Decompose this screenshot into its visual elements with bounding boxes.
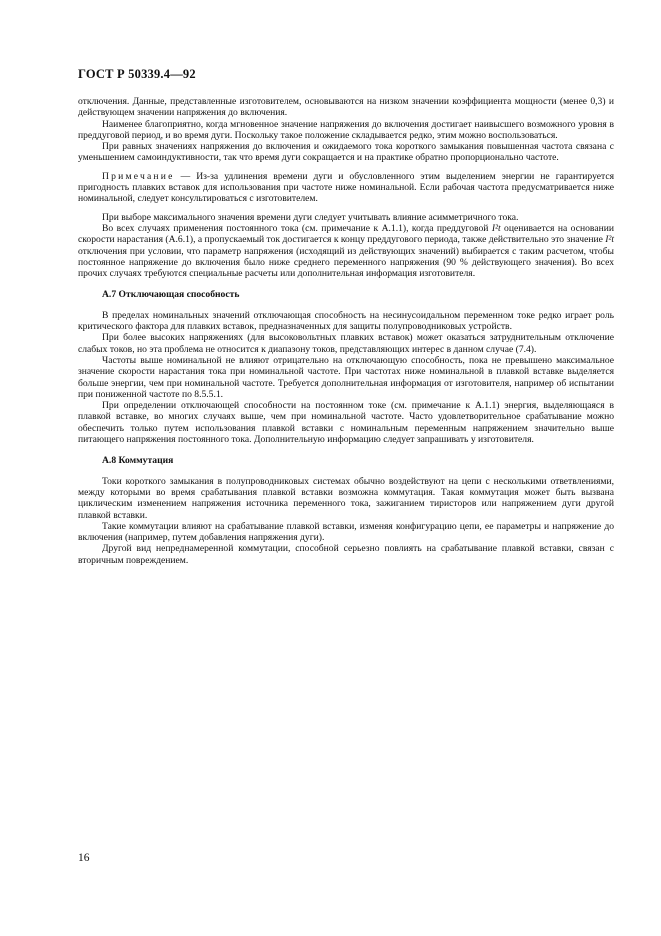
text-run: отключения при условии, что параметр напряжения (исходящий из действующих значений) выбирается с таким расчетом, чтобы постоянное напряжение до включения было ниже среднего переменного напряжения (90 % действующего значения). Во всех прочих случаях требуются специальные расчеты или дополнительная информация изготовителя.: [78, 245, 614, 280]
page-number: 16: [78, 852, 90, 864]
paragraph: В пределах номинальных значений отключающая способность на несинусоидальном переменном токе редко играет роль критического фактора для плавких вставок, предназначенных для защиты полупроводниковых устройств.: [78, 309, 614, 333]
note-label: Примечание: [102, 170, 175, 182]
paragraph: Токи короткого замыкания в полупроводниковых системах обычно воздействуют на цепи с несколькими ответвлениями, между которыми во время срабатывания плавкой вставки возможна коммутация. Такая коммутация может быть вызвана циклическим изменением напряжения источника переменного тока, зажиганием тиристоров или напряжением дуги другой плавкой вставки.: [78, 475, 614, 521]
formula-i2t: I²t: [491, 222, 501, 234]
text-run: Во всех случаях применения постоянного тока (см. примечание к А.1.1), когда преддуговой: [102, 222, 492, 234]
paragraph: Наименее благоприятно, когда мгновенное значение напряжения до включения достигает наивысшего возможного уровня в преддуговой период, и во время дуги. Поскольку такое положение складывается редко, этим можно воспользоваться.: [78, 118, 614, 141]
paragraph: Частоты выше номинальной не влияют отрицательно на отключающую способность, пока не превышено максимальное значение скорости нарастания тока при номинальной частоте. При частотах ниже номинальной в плавкой вставке выделяется больше энергии, чем при номинальной частоте. Требуется дополнительная информация от изготовителя, например об испытании при пониженной частоте по 8.5.5.1.: [78, 354, 614, 400]
document-body: [78, 96, 614, 566]
section-heading-a7: А.7 Отключающая способность: [102, 289, 240, 301]
note-paragraph: [78, 171, 614, 205]
paragraph: При выборе максимального значения времени дуги следует учитывать влияние асимметричного тока.: [102, 211, 519, 223]
section-heading-a8: А.8 Коммутация: [102, 455, 174, 467]
text-run: оценивается на основании скорости нарастания (А.6.1), а пропускаемый ток достигается к концу преддугового периода, также действительно это значение: [78, 222, 614, 246]
formula-i2t: I²t: [605, 234, 615, 246]
paragraph: При более высоких напряжениях (для высоковольтных плавких вставок) может оказаться затруднительным отключение слабых токов, но эта проблема не относится к диапазону токов, представляющих интерес в данном случае (7.4).: [78, 332, 614, 355]
note-text: — Из-за удлинения времени дуги и обусловленного этим выделением энергии не гарантируется пригодность плавких вставок для использования при частоте ниже номинальной. Если рабочая частота предусматривается ниже номинальной, следует консультироваться с изготовителем.: [78, 170, 614, 205]
paragraph: При равных значениях напряжения до включения и ожидаемого тока короткого замыкания повышенная частота связана с уменьшением самоиндуктивности, так что время дуги сокращается и на практике обратно пропорционально частоте.: [78, 141, 614, 164]
paragraph-dc: [78, 223, 614, 279]
paragraph: Другой вид непреднамеренной коммутации, способной серьезно повлиять на срабатывание плавкой вставки, связан с вторичным повреждением.: [78, 543, 614, 566]
document-header: ГОСТ Р 50339.4—92: [78, 67, 196, 81]
paragraph: При определении отключающей способности на постоянном токе (см. примечание к А.1.1) энергия, выделяющаяся в плавкой вставке, во многих случаях выше, чем при номинальной частоте. Часто удовлетворительное срабатывание можно обеспечить только путем использования плавкой вставки с номинальным переменным напряжением значительно выше питающего напряжения постоянного тока. Дополнительную информацию следует запрашивать у изготовителя.: [78, 400, 614, 446]
paragraph: Такие коммутации влияют на срабатывание плавкой вставки, изменяя конфигурацию цепи, ее параметры и напряжение до включения (например, путем добавления напряжения дуги).: [78, 520, 614, 544]
paragraph-continuation: отключения. Данные, представленные изготовителем, основываются на низком значении коэффициента мощности (менее 0,3) и действующем значении напряжения до включения.: [78, 96, 614, 119]
